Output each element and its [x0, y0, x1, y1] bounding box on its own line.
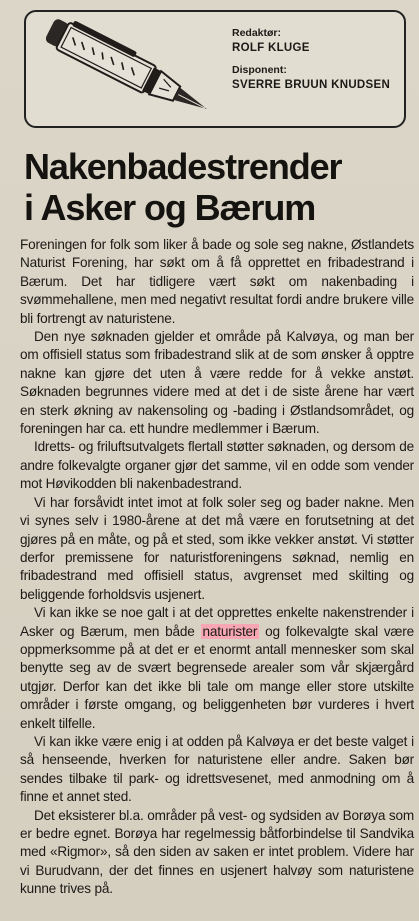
paragraph-5-end: og folkevalgte skal være oppmerksomme på at det er et enormt antall mennesker som skal benytte seg av de svært begrensede arealer som vår skjærgård utgjør. Derfor kan det ikke bli tale om mange eller store utskilte områder i første omgang, og beliggenheten bør vurderes i hvert enkelt tilfelle.: [20, 623, 414, 731]
headline-line-1: Nakenbadestrender: [24, 146, 342, 187]
masthead-credits: [232, 27, 402, 101]
fountain-pen-illustration: [32, 16, 224, 124]
paragraph-1: Foreningen for folk som liker å bade og sole seg nakne, Østlandets Naturist Forening, har søkt om å få opprettet en fribadestrand i Bærum. Det har tidligere vært søkt om nakenbading i svømmehallene, men med negativt resultat fordi andre brukere ville bli fortrengt av naturistene.: [20, 237, 414, 326]
paragraph-3: Idretts- og friluftsutvalgets flertall støtter søknaden, og dersom de andre folkevalgte organer gjør det samme, vil en odde som vender mot Høvikodden bli nakenbadestrand.: [20, 439, 414, 492]
article-headline: [24, 146, 409, 228]
paragraph-7: Det eksisterer bl.a. områder på vest- og sydsiden av Borøya som er bedre egnet. Borøya har regelmessig båtforbindelse til Sandvika med «Rigmor», så den siden av saken er intet problem. Videre har vi Burudvann, der det finnes en usjenert halvøy som naturistene kunne trives på.: [20, 807, 414, 897]
paragraph-5: [20, 604, 414, 733]
editorial-masthead-box: [24, 10, 406, 128]
paragraph-2: Den nye søknaden gjelder et område på Kalvøya, og man ber om offisiell status som fribadestrand slik at de som ønsker å opptre nakne kan gjøre det uten å være redde for å vekke anstøt. Søknaden begrunnes videre med at det i de siste årene har vært en sterk økning av nakensoling og -bading i Østlandsområdet, og foreningen har ca. ett hundre medlemmer i Bærum.: [20, 329, 414, 437]
highlighted-word: naturister: [202, 623, 258, 639]
editor-name: ROLF KLUGE: [232, 42, 310, 54]
paragraph-6: Vi kan ikke være enig i at odden på Kalvøya er det beste valget i så henseende, hverken for naturistene eller andre. Saken bør sendes tilbake til park- og idrettsvesenet, med anmodning om å finne et annet sted.: [20, 733, 414, 805]
editor-role-label: Redaktør:: [232, 27, 282, 39]
paragraph-5-start: Vi kan ikke se noe galt i at det opprettes enkelte nakenstrender i Asker og Bærum, men både: [20, 605, 414, 639]
article-body: [20, 236, 414, 899]
manager-name: SVERRE BRUUN KNUDSEN: [232, 79, 391, 91]
headline-line-2: i Asker og Bærum: [24, 187, 316, 228]
manager-role-label: Disponent:: [232, 64, 287, 76]
paragraph-4: Vi har forsåvidt intet imot at folk soler seg og bader nakne. Men vi synes selv i 1980-årene at det må være en forutsetning at det gjøres på en måte, og på et sted, som ikke vekker anstøt. Vi støtter derfor premissene for naturistforeningens søknad, nemlig en fribadestrand med offisiell status, avgrenset med skilting og beliggende forholdsvis usjenert.: [20, 494, 414, 602]
